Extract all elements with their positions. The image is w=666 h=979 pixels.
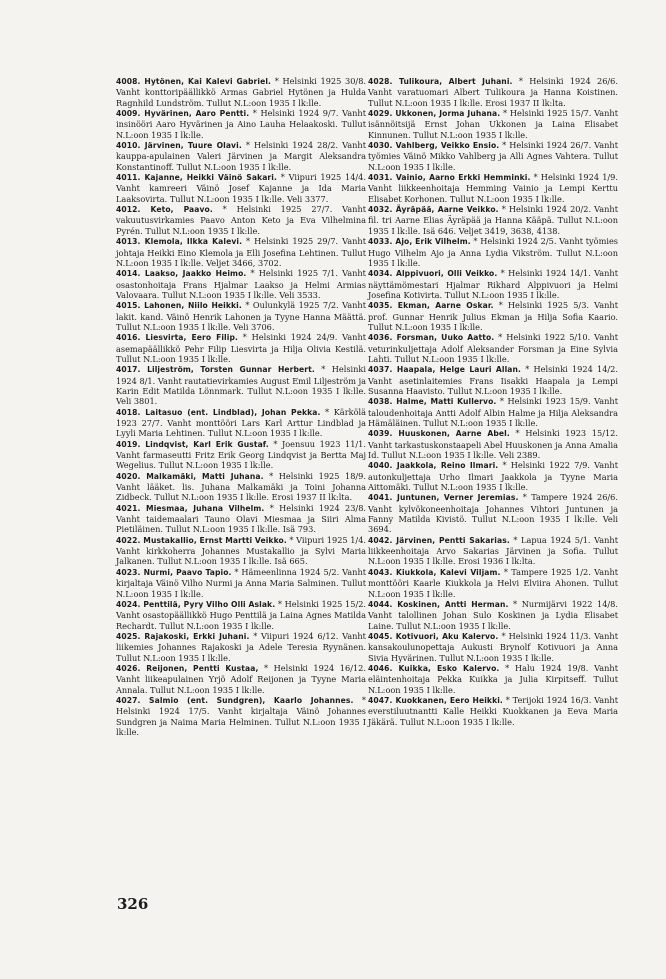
entry-number: 4033. <box>368 237 393 247</box>
entry-heading <box>368 568 501 577</box>
entry-number: 4022. <box>116 535 141 545</box>
entry-text: * Viipuri 1925 1/4. Vanht kirkkoherra Johannes Mustakallio ja Sylvi Maria Jalkanen. Tullut N.L:oon 1935 I lk:lle. Isä 665. <box>116 534 367 567</box>
entry-text: * Helsinki 1925 15/2. Vanht osastopäällikkö Hugo Penttilä ja Laina Agnes Matilda Rechardt. Tullut N.L:oon 1935 I lk:lle. <box>116 598 367 631</box>
entry-heading <box>116 333 238 342</box>
entry-text: * Helsinki 1925 29/7. Vanht johtaja Heikki Eino Klemola ja Elli Josefina Lehtinen. Tullut N.L:oon 1935 I lk:lle. Veljet 3466, 3702. <box>116 236 366 268</box>
entry-text: * Tampere 1925 1/2. Vanht monttööri Kaarle Kiukkola ja Helvi Elviira Ahonen. Tullut N.L:oon 1935 I lk:lle. <box>368 566 619 599</box>
page-number: 326 <box>117 895 149 913</box>
entry-heading <box>368 493 518 502</box>
entry-number: 4038. <box>368 397 393 407</box>
entry-number: 4009. <box>116 109 141 119</box>
entry-heading <box>116 77 271 86</box>
register-entry <box>116 236 366 268</box>
entry-heading <box>116 504 264 513</box>
entry-text: * Helsinki 1924 17/5. Vanht kirjaltaja Väinö Johannes Sundgren ja Naima Maria Helminen. Tullut N.L:oon 1935 I lk:lle. <box>116 694 366 737</box>
entry-heading <box>116 600 275 609</box>
entry-number: 4008. <box>116 77 141 86</box>
entry-heading <box>368 205 499 214</box>
entry-text: * Helsinki 1924 23/8. Vanht taidemaalari Tauno Olavi Miesmaa ja Siiri Alma Pietiläinen. Tullut N.L:oon 1935 I lk:lle. Isä 793. <box>116 502 367 535</box>
entry-heading <box>116 301 242 310</box>
register-entry <box>116 535 366 567</box>
entry-number: 4015. <box>116 301 141 311</box>
entry-text: * Helsinki 1925 7/1. Vanht osastonhoitaja Frans Hjalmar Laakso ja Helmi Armias Valovaara. Tullut N.L:oon 1935 I lk:lle. Veli 3533. <box>116 268 366 300</box>
entry-text: * Helsinki 1924 24/9. Vanht asemapäällikkö Pehr Filip Liesvirta ja Hilja Olivia Kestilä. Tullut N.L:oon 1935 I lk:lle. <box>116 332 367 364</box>
entry-number: 4040. <box>368 461 393 471</box>
entry-name: Kotivuori, Aku Kalervo. <box>395 631 499 641</box>
register-entry <box>368 396 618 428</box>
entry-heading <box>368 301 494 310</box>
entry-heading <box>368 173 530 182</box>
entry-text: * Helsinki 1924 26/7. Vanht työmies Väinö Mikko Vahlberg ja Alli Agnes Vahtera. Tullut N.L:oon 1935 I lk:lle. <box>368 140 618 172</box>
entry-text: * Hämeenlinna 1924 5/2. Vanht kirjaltaja Väinö Vilho Nurmi ja Anna Maria Salminen. Tullut N.L:oon 1935 I lk:lle. <box>116 566 367 599</box>
register-entry <box>116 567 366 599</box>
entry-name: Vahlberg, Veikko Ensio. <box>395 141 500 151</box>
register-entry <box>116 631 366 663</box>
entry-number: 4031. <box>368 173 393 183</box>
register-entry <box>116 364 366 406</box>
entry-number: 4037. <box>368 365 393 375</box>
register-entry <box>116 140 366 172</box>
entry-number: 4039. <box>368 429 393 439</box>
entry-text: * Viipuri 1925 14/4. Vanht kamreeri Väinö Josef Kajanne ja Ida Maria Laaksovirta. Tullut N.L:oon 1935 I lk:lle. Veli 3377. <box>116 172 366 204</box>
entry-number: 4047. <box>368 695 393 705</box>
entry-text: * Helsinki 1923 15/12. Vanht tarkastuskonstaapeli Abel Huuskonen ja Anna Amalia Id. Tullut N.L:oon 1935 I lk:lle. Veli 2389. <box>368 428 618 461</box>
entry-name: Liljeström, Torsten Gunnar Herbert. <box>147 365 315 375</box>
entry-name: Keto, Paavo. <box>150 205 213 215</box>
entry-text: * Helsinki 1924 8/1. Vanht rautatievirkamies August Emil Liljeström ja Karin Edit Matilda Lönnmark. Tullut N.L:oon 1935 I lk:lle. Veli 3801. <box>116 364 366 407</box>
entry-name: Äyräpää, Aarne Veikko. <box>395 205 499 215</box>
register-entry <box>368 599 618 631</box>
entry-number: 4017. <box>116 365 141 375</box>
register-entry <box>368 460 618 492</box>
entry-number: 4013. <box>116 237 141 247</box>
entry-name: Järvinen, Tuure Olavi. <box>144 141 242 151</box>
register-entry <box>116 332 366 364</box>
entry-heading <box>368 365 521 374</box>
entry-heading <box>116 472 264 481</box>
entry-text: * Helsinki 1925 27/7. Vanht vakuutusvirkamies Paavo Anton Keto ja Eva Vilhelmina Pyrén. Tullut N.L:oon 1935 I lk:lle. <box>116 204 367 236</box>
entry-number: 4028. <box>368 77 393 86</box>
entry-number: 4010. <box>116 141 141 151</box>
entry-name: Juntunen, Verner Jeremias. <box>397 493 519 503</box>
register-entry <box>368 535 618 567</box>
entry-heading <box>368 333 494 342</box>
entry-number: 4032. <box>368 205 393 215</box>
entry-heading <box>116 173 277 182</box>
register-entry <box>116 663 366 695</box>
entry-number: 4018. <box>116 407 141 417</box>
entry-number: 4024. <box>116 599 141 609</box>
entry-number: 4029. <box>368 109 393 119</box>
entry-number: 4035. <box>368 301 393 311</box>
register-entry <box>116 439 366 471</box>
entry-heading <box>368 664 499 673</box>
entry-text: * Helsinki 1925 30/8. Vanht konttoripäällikkö Armas Gabriel Hytönen ja Hulda Ragnhild Lundström. Tullut N.L:oon 1935 I lk:lle. <box>116 76 367 108</box>
entry-text: * Halu 1924 19/8. Vanht eläintenhoitaja Pekka Kuikka ja Julia Kirpitseff. Tullut N.L:oon 1935 I lk:lle. <box>368 662 618 695</box>
entry-number: 4019. <box>116 439 141 449</box>
register-entry <box>368 332 618 364</box>
entry-number: 4014. <box>116 269 141 279</box>
entry-heading <box>116 632 249 641</box>
entry-heading <box>368 600 508 609</box>
entry-text: * Helsinki 1925 18/9. Vanht lääket. lis. Juhana Malkamäki ja Toini Johanna Zidbeck. Tullut N.L:oon 1935 I lk:lle. Erosi 1937 II lk:lta. <box>116 470 366 503</box>
entry-text: * Joensuu 1923 11/1. Vanht farmaseutti Fritz Erik Georg Lindqvist ja Bertta Maj Wegelius. Tullut N.L:oon 1935 I lk:lle. <box>116 438 366 471</box>
entry-heading <box>116 696 354 705</box>
entry-text: * Helsinki 1924 16/12. Vanht liikeapulainen Yrjö Adolf Reijonen ja Tyyne Maria Annala. Tullut N.L:oon 1935 I lk:lle. <box>116 662 366 695</box>
entry-name: Malkamäki, Matti Juhana. <box>146 471 264 481</box>
entry-text: * Lapua 1924 5/1. Vanht liikkeenhoitaja Arvo Sakarias Järvinen ja Sofia. Tullut N.L:oon 1935 I lk:lle. Erosi 1936 I lk:lta. <box>368 534 618 567</box>
entry-number: 4021. <box>116 503 141 513</box>
entry-text: * Helsinki 1924 9/7. Vanht insinööri Aaro Hyvärinen ja Aino Lauha Helaakoski. Tullut N.L:oon 1935 I lk:lle. <box>116 108 366 140</box>
entry-text: * Helsinki 1924 1/9. Vanht liikkeenhoitaja Hemming Vainio ja Lempi Kerttu Elisabet Korhonen. Tullut N.L:oon 1935 I lk:lle. <box>368 172 618 204</box>
entry-heading <box>116 568 232 577</box>
entry-number: 4012. <box>116 205 141 215</box>
entry-text: * Helsinki 1922 5/10. Vanht veturinkuljettaja Adolf Aleksander Forsman ja Eine Sylvia Lahti. Tullut N.L:oon 1935 I lk:lle. <box>368 332 618 364</box>
entry-text: * Helsinki 1924 28/2. Vanht kauppa-apulainen Valeri Järvinen ja Margit Aleksandra Konstantinoff. Tullut N.L:oon 1935 I lk:lle. <box>116 140 366 172</box>
entry-text: * Helsinki 1924 14/1. Vanht näyttämömestari Hjalmar Rikhard Alppivuori ja Helmi Josefina Kotivirta. Tullut N.L:oon 1935 I lk:lle. <box>368 268 619 300</box>
entry-number: 4043. <box>368 567 393 577</box>
entry-number: 4020. <box>116 471 141 481</box>
register-entry <box>368 108 618 140</box>
entry-text: * Kärkölä 1923 27/7. Vanht monttööri Lars Karl Arttur Lindblad ja Lyyli Maria Lehtinen. Tullut N.L:oon 1935 I lk:lle. <box>116 406 366 439</box>
entry-name: Reijonen, Pentti Kustaa, <box>146 663 259 673</box>
register-entry <box>116 172 366 204</box>
register-entry <box>368 364 618 396</box>
entry-number: 4046. <box>368 663 393 673</box>
entry-name: Kajanne, Heikki Väinö Sakari. <box>144 173 277 183</box>
entry-number: 4044. <box>368 599 393 609</box>
register-entry <box>368 236 618 268</box>
entry-name: Miesmaa, Juhana Vilhelm. <box>146 503 265 513</box>
entry-name: Ajo, Erik Vilhelm. <box>395 237 471 247</box>
entry-name: Ekman, Aarne Oskar. <box>397 301 494 311</box>
register-entry <box>116 407 366 439</box>
entry-heading <box>368 536 510 545</box>
entry-text: * Oulunkylä 1925 7/2. Vanht lakit. kand. Väinö Henrik Lahonen ja Tyyne Hanna Määttä. Tullut N.L:oon 1935 I lk:lle. Veli 3706. <box>116 300 366 332</box>
entry-number: 4041. <box>368 493 393 503</box>
entry-text: * Helsinki 1924 2/5. Vanht työmies Hugo Vilhelm Ajo ja Anna Lydia Vikström. Tullut N.L:oon 1935 I lk:lle. <box>368 236 618 268</box>
entry-heading <box>116 440 269 449</box>
entry-number: 4025. <box>116 631 141 641</box>
entry-text: * Tampere 1924 26/6. Vanht kylvökoneenhoitaja Johannes Vihtori Juntunen ja Fanny Matilda Kivistö. Tullut N.L:oon 1935 I lk:lle. Veli 3694. <box>368 492 618 535</box>
entry-name: Mustakallio, Ernst Martti Veikko. <box>143 535 287 545</box>
entry-name: Kuokkanen, Eero Heikki. <box>395 695 503 705</box>
entry-text: * Helsinki 1925 15/7. Vanht isännöitsijä Ernst Johan Ukkonen ja Laina Elisabet Kinnunen. Tullut N.L:oon 1935 I lk:lle. <box>368 108 618 140</box>
entry-heading <box>368 77 513 86</box>
left-column <box>116 76 366 737</box>
entry-heading <box>368 269 497 278</box>
register-entry <box>116 108 366 140</box>
entry-text: * Helsinki 1924 26/6. Vanht varatuomari Albert Tulikoura ja Hanna Koistinen. Tullut N.L:oon 1935 I lk:lle. Erosi 1937 II lk:lta. <box>368 76 618 108</box>
register-entry <box>116 76 366 108</box>
entry-heading <box>116 269 246 278</box>
entry-name: Jaakkola, Reino Ilmari. <box>396 461 499 471</box>
entry-name: Ukkonen, Jorma Juhana. <box>395 109 501 119</box>
register-entry <box>368 76 618 108</box>
entry-number: 4034. <box>368 269 393 279</box>
register-entry <box>368 567 618 599</box>
entry-heading <box>368 397 496 406</box>
entry-name: Hyvärinen, Aaro Pentti. <box>144 109 250 119</box>
entry-text: * Helsinki 1923 15/9. Vanht taloudenhoitaja Antti Adolf Albin Halme ja Hilja Aleksandra Hämäläinen. Tullut N.L:oon 1935 I lk:lle. <box>368 396 618 428</box>
entry-text: * Viipuri 1924 6/12. Vanht liikemies Johannes Rajakoski ja Adele Teresia Ryynänen. Tullut N.L:oon 1935 I lk:lle. <box>116 630 366 663</box>
register-entry <box>116 503 366 535</box>
register-entry <box>116 695 366 737</box>
entry-heading <box>116 205 213 214</box>
entry-heading <box>368 237 471 246</box>
register-entry <box>368 492 618 534</box>
entry-name: Kiukkola, Kalevi Viljam. <box>396 567 501 577</box>
entry-name: Klemola, Ilkka Kalevi. <box>144 237 243 247</box>
entry-name: Vainio, Aarno Erkki Hemminki. <box>395 173 531 183</box>
entry-number: 4030. <box>368 141 393 151</box>
entry-name: Järvinen, Pentti Sakarias. <box>396 535 510 545</box>
entry-name: Alppivuori, Olli Veikko. <box>396 269 498 279</box>
entry-name: Hytönen, Kai Kalevi Gabriel. <box>144 77 272 86</box>
entry-text: * Helsinki 1924 20/2. Vanht fil. tri Aarne Elias Äyräpää ja Hanna Kääpä. Tullut N.L:oon 1935 I lk:lle. Isä 646. Veljet 3419, 3638, 4138. <box>368 204 618 236</box>
entry-text: * Helsinki 1924 11/3. Vanht kansakoulunopettaja Aukusti Brynolf Kotivuori ja Anna Sivia Hyvärinen. Tullut N.L:oon 1935 I lk:lle. <box>368 630 618 663</box>
entry-heading <box>368 141 499 150</box>
register-entry <box>116 471 366 503</box>
entry-name: Tulikoura, Albert Juhani. <box>399 77 513 86</box>
register-entry <box>116 204 366 236</box>
register-entry <box>368 172 618 204</box>
entry-heading <box>368 109 500 118</box>
entry-name: Liesvirta, Eero Filip. <box>145 333 238 343</box>
entry-name: Lindqvist, Karl Erik Gustaf. <box>145 439 269 449</box>
entry-heading <box>116 365 315 374</box>
entry-heading <box>368 696 503 705</box>
register-entry <box>116 268 366 300</box>
entry-text: * Terijoki 1924 16/3. Vanht everstiluutnantti Kalle Heikki Kuokkanen ja Eeva Maria Jäkärä. Tullut N.L:oon 1935 I lk:lle. <box>368 694 618 727</box>
entry-number: 4023. <box>116 567 141 577</box>
entry-number: 4036. <box>368 333 393 343</box>
entry-heading <box>116 237 242 246</box>
entry-name: Haapala, Helge Lauri Allan. <box>396 365 521 375</box>
entry-name: Huuskonen, Aarne Abel. <box>398 429 510 439</box>
register-entry <box>368 663 618 695</box>
entry-name: Kuikka, Esko Kalervo. <box>398 663 500 673</box>
entry-heading <box>116 141 242 150</box>
entry-number: 4027. <box>116 695 141 705</box>
entry-name: Rajakoski, Erkki Juhani. <box>144 631 250 641</box>
entry-heading <box>368 429 510 438</box>
entry-name: Lahonen, Niilo Heikki. <box>144 301 242 311</box>
register-entry <box>368 428 618 460</box>
register-entry <box>116 300 366 332</box>
register-entry <box>368 631 618 663</box>
register-entry <box>368 268 618 300</box>
register-entry <box>368 695 618 727</box>
register-entry <box>368 300 618 332</box>
register-entry <box>116 599 366 631</box>
entry-heading <box>116 408 320 417</box>
entry-name: Nurmi, Paavo Tapio. <box>143 567 232 577</box>
right-column <box>368 76 618 727</box>
entry-name: Laakso, Jaakko Heimo. <box>144 269 247 279</box>
entry-number: 4011. <box>116 173 141 183</box>
entry-heading <box>368 632 498 641</box>
entry-name: Penttilä, Pyry Vilho Olli Aslak. <box>143 599 276 609</box>
entry-heading <box>116 109 249 118</box>
register-entry <box>368 140 618 172</box>
entry-text: * Helsinki 1925 5/3. Vanht prof. Gunnar Henrik Julius Ekman ja Hilja Sofia Kaario. Tullut N.L:oon 1935 I lk:lle. <box>368 300 618 332</box>
entry-number: 4026. <box>116 663 141 673</box>
register-entry <box>368 204 618 236</box>
entry-heading <box>116 664 258 673</box>
entry-name: Halme, Matti Kullervo. <box>396 397 497 407</box>
entry-text: * Helsinki 1924 14/2. Vanht asetinlaitemies Frans Iisakki Haapala ja Lempi Susanna Haavisto. Tullut N.L:oon 1935 I lk:lle. <box>368 364 618 396</box>
entry-number: 4045. <box>368 631 393 641</box>
entry-heading <box>368 461 498 470</box>
entry-name: Salmio (ent. Sundgren), Kaarlo Johannes. <box>149 695 354 705</box>
entry-number: 4016. <box>116 333 141 343</box>
entry-name: Laitasuo (ent. Lindblad), Johan Pekka. <box>145 407 321 417</box>
entry-number: 4042. <box>368 535 393 545</box>
entry-text: * Helsinki 1922 7/9. Vanht autonkuljettaja Urho Ilmari Jaakkola ja Tyyne Maria Aittomäki. Tullut N.L:oon 1935 I lk:lle. <box>368 460 618 493</box>
entry-heading <box>116 536 287 545</box>
entry-name: Forsman, Uuko Aatto. <box>396 333 495 343</box>
entry-name: Koskinen, Antti Herman. <box>397 599 509 609</box>
entry-text: * Nurmijärvi 1922 14/8. Vanht talollinen Johan Sulo Koskinen ja Lydia Elisabet Laine. Tullut N.L:oon 1935 I lk:lle. <box>368 598 618 631</box>
